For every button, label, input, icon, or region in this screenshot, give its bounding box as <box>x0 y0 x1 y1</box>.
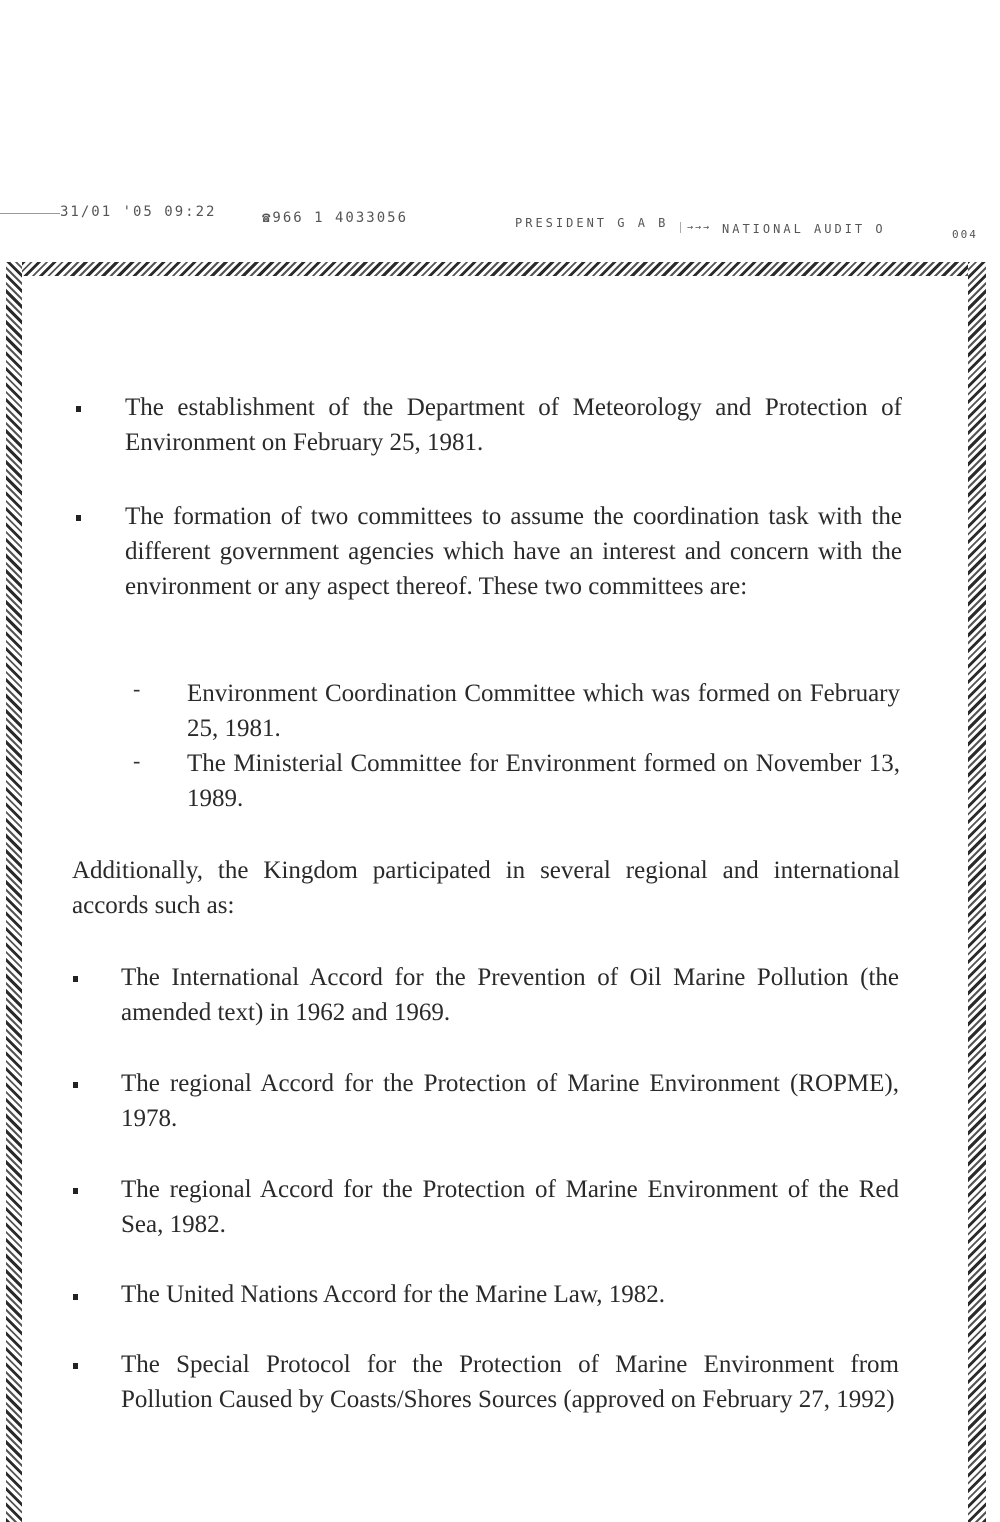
fax-sender: PRESIDENT G A B <box>515 216 669 230</box>
border-top <box>6 262 986 276</box>
additional-paragraph: Additionally, the Kingdom participated in several regional and international accords such as: <box>72 857 900 919</box>
border-left <box>6 262 22 1522</box>
accord-item-special-protocol: The Special Protocol for the Protection of Marine Environment from Pollution Caused by Coasts/Shores Sources (approved on February 27, 1992) <box>121 1351 899 1413</box>
fax-phone-number: ☎966 1 4033056 <box>262 210 409 226</box>
fax-arrow: →→→ <box>680 222 711 233</box>
committee-item-ministerial: The Ministerial Committee for Environment formed on November 13, 1989. <box>187 750 900 812</box>
fax-page-number: 004 <box>952 228 978 241</box>
bullet-marker <box>76 406 81 412</box>
fax-rule <box>0 213 60 214</box>
bullet-marker <box>76 515 81 521</box>
bullet-marker <box>73 976 78 982</box>
bullet-item-department: The establishment of the Department of Meteorology and Protection of Environment on February 25, 1981. <box>125 394 902 456</box>
bullet-item-committees: The formation of two committees to assume the coordination task with the different government agencies which have an interest and concern with the environment or any aspect thereof. These two committees are: <box>125 503 902 600</box>
fax-destination: NATIONAL AUDIT O <box>722 222 886 236</box>
accord-item-oil-pollution: The International Accord for the Prevention of Oil Marine Pollution (the amended text) in 1962 and 1969. <box>121 964 899 1026</box>
accord-item-ropme: The regional Accord for the Protection of Marine Environment (ROPME), 1978. <box>121 1070 899 1132</box>
dash-marker: - <box>133 748 141 773</box>
accord-item-marine-law: The United Nations Accord for the Marine Law, 1982. <box>121 1281 666 1308</box>
bullet-marker <box>73 1294 78 1300</box>
bullet-marker <box>73 1082 78 1088</box>
fax-date-time: 31/01 '05 09:22 <box>60 204 217 220</box>
accord-item-red-sea: The regional Accord for the Protection of Marine Environment of the Red Sea, 1982. <box>121 1176 899 1238</box>
border-right <box>968 262 986 1522</box>
bullet-marker <box>73 1363 78 1369</box>
bullet-marker <box>73 1188 78 1194</box>
fax-header <box>0 0 1000 250</box>
dash-marker: - <box>133 676 141 701</box>
committee-item-coordination: Environment Coordination Committee which was formed on February 25, 1981. <box>187 680 900 742</box>
